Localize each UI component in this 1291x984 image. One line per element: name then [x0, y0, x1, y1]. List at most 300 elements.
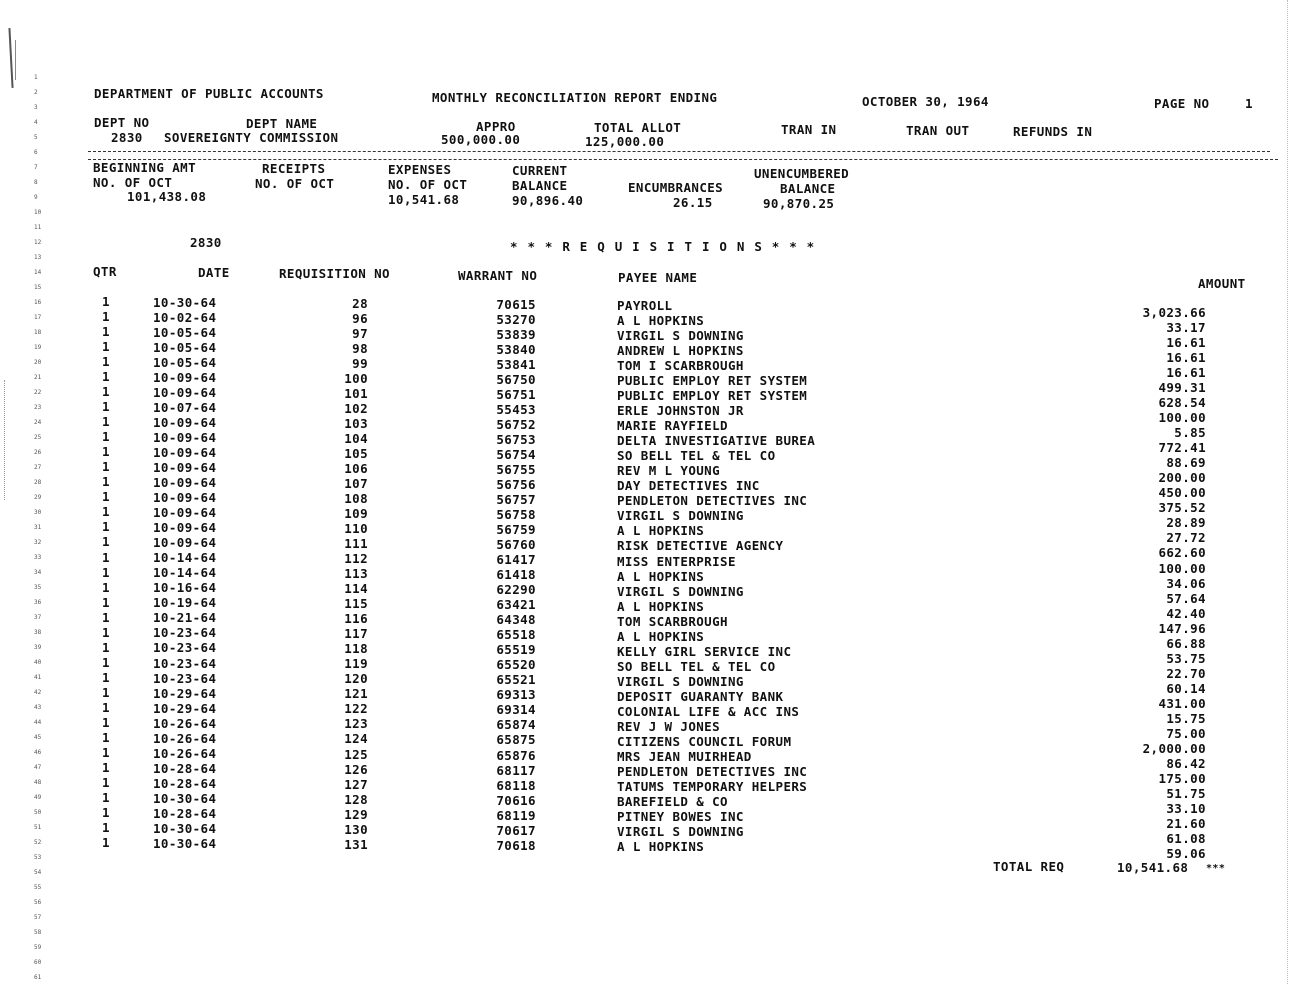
row-warrant-no: 61417 [496, 552, 536, 568]
margin-line-number: 31 [34, 524, 42, 531]
row-payee: DELTA INVESTIGATIVE BUREA [617, 433, 816, 449]
current-label: CURRENT [512, 163, 568, 178]
margin-line-number: 1 [34, 74, 38, 81]
row-payee: CITIZENS COUNCIL FORUM [617, 733, 792, 749]
margin-line-number: 43 [34, 704, 42, 711]
beginning-amt-value: 101,438.08 [127, 189, 207, 204]
dept-no-label: DEPT NO [94, 115, 150, 130]
margin-line-number: 13 [34, 254, 42, 261]
row-amount: 88.69 [1166, 455, 1206, 471]
row-warrant-no: 56750 [496, 371, 536, 387]
row-date: 10-09-64 [153, 475, 217, 491]
row-requisition-no: 129 [344, 806, 368, 822]
row-date: 10-09-64 [153, 520, 217, 536]
row-warrant-no: 53839 [496, 326, 536, 342]
margin-line-number: 36 [34, 599, 42, 606]
report-title: MONTHLY RECONCILIATION REPORT ENDING [432, 90, 718, 105]
margin-line-number: 37 [34, 614, 42, 621]
row-qtr: 1 [102, 414, 110, 430]
row-date: 10-09-64 [153, 490, 217, 506]
row-requisition-no: 121 [344, 686, 368, 702]
expenses-label: EXPENSES [388, 162, 452, 177]
row-requisition-no: 112 [344, 551, 368, 567]
row-amount: 59.06 [1166, 846, 1206, 862]
row-payee: RISK DETECTIVE AGENCY [617, 538, 784, 554]
scan-edge-mark [8, 28, 13, 88]
encumbrances-label: ENCUMBRANCES [628, 180, 724, 195]
row-payee: SO BELL TEL & TEL CO [617, 448, 776, 464]
tran-in-label: TRAN IN [781, 122, 837, 137]
row-warrant-no: 65520 [496, 657, 536, 673]
row-amount: 15.75 [1166, 710, 1206, 726]
row-amount: 53.75 [1166, 650, 1206, 666]
row-amount: 147.96 [1158, 620, 1206, 636]
row-date: 10-09-64 [153, 505, 217, 521]
row-amount: 100.00 [1158, 410, 1206, 426]
encumbrances-value: 26.15 [673, 195, 713, 210]
margin-line-number: 38 [34, 629, 42, 636]
margin-dots [4, 380, 6, 500]
margin-line-number: 5 [34, 134, 38, 141]
row-qtr: 1 [102, 805, 110, 821]
row-payee: MISS ENTERPRISE [617, 553, 736, 569]
row-qtr: 1 [102, 444, 110, 460]
margin-line-number: 30 [34, 509, 42, 516]
row-amount: 431.00 [1158, 695, 1206, 711]
margin-line-number: 16 [34, 299, 42, 306]
row-requisition-no: 130 [344, 821, 368, 837]
row-qtr: 1 [102, 474, 110, 490]
row-date: 10-23-64 [153, 670, 217, 686]
row-requisition-no: 100 [344, 370, 368, 386]
row-warrant-no: 56760 [496, 537, 536, 553]
page-label: PAGE NO [1154, 96, 1210, 111]
margin-line-number: 27 [34, 464, 42, 471]
row-warrant-no: 70615 [496, 296, 536, 312]
row-date: 10-09-64 [153, 384, 217, 400]
row-amount: 27.72 [1166, 530, 1206, 546]
margin-line-number: 56 [34, 899, 42, 906]
row-requisition-no: 107 [344, 475, 368, 491]
row-requisition-no: 99 [352, 355, 368, 371]
row-requisition-no: 126 [344, 761, 368, 777]
row-amount: 175.00 [1158, 770, 1206, 786]
row-qtr: 1 [102, 594, 110, 610]
row-amount: 662.60 [1158, 545, 1206, 561]
department-title: DEPARTMENT OF PUBLIC ACCOUNTS [94, 86, 324, 101]
receipts-label: RECEIPTS [262, 161, 326, 176]
row-qtr: 1 [102, 489, 110, 505]
margin-line-number: 9 [34, 194, 38, 201]
row-amount: 16.61 [1166, 335, 1206, 351]
row-requisition-no: 120 [344, 671, 368, 687]
row-qtr: 1 [102, 309, 110, 325]
unencumbered-value: 90,870.25 [763, 196, 835, 211]
row-qtr: 1 [102, 699, 110, 715]
margin-line-number: 25 [34, 434, 42, 441]
row-warrant-no: 70618 [496, 837, 536, 853]
row-payee: DAY DETECTIVES INC [617, 478, 760, 494]
margin-line-number: 24 [34, 419, 42, 426]
row-date: 10-05-64 [153, 354, 217, 370]
row-date: 10-09-64 [153, 460, 217, 476]
row-requisition-no: 103 [344, 415, 368, 431]
row-payee: TOM SCARBROUGH [617, 613, 728, 629]
row-warrant-no: 56751 [496, 386, 536, 402]
margin-line-number: 8 [34, 179, 38, 186]
unencumbered-sublabel: BALANCE [780, 181, 836, 196]
row-date: 10-16-64 [153, 580, 217, 596]
row-warrant-no: 64348 [496, 612, 536, 628]
row-amount: 33.17 [1166, 320, 1206, 336]
current-balance-value: 90,896.40 [512, 193, 584, 208]
margin-line-number: 44 [34, 719, 42, 726]
row-requisition-no: 98 [352, 340, 368, 356]
margin-line-number: 18 [34, 329, 42, 336]
row-qtr: 1 [102, 609, 110, 625]
row-date: 10-23-64 [153, 655, 217, 671]
page-number: 1 [1245, 96, 1253, 111]
row-requisition-no: 131 [344, 836, 368, 852]
row-warrant-no: 55453 [496, 401, 536, 417]
row-qtr: 1 [102, 835, 110, 851]
row-amount: 66.88 [1166, 635, 1206, 651]
row-requisition-no: 125 [344, 746, 368, 762]
row-payee: DEPOSIT GUARANTY BANK [617, 688, 784, 704]
row-date: 10-29-64 [153, 685, 217, 701]
row-requisition-no: 113 [344, 566, 368, 582]
row-payee: VIRGIL S DOWNING [617, 508, 744, 524]
margin-line-number: 28 [34, 479, 42, 486]
row-date: 10-30-64 [153, 820, 217, 836]
row-requisition-no: 108 [344, 490, 368, 506]
row-amount: 100.00 [1158, 560, 1206, 576]
col-amount: AMOUNT [1198, 276, 1246, 291]
row-payee: MRS JEAN MUIRHEAD [617, 748, 752, 764]
row-payee: ANDREW L HOPKINS [617, 343, 744, 359]
row-date: 10-14-64 [153, 565, 217, 581]
row-requisition-no: 109 [344, 506, 368, 522]
row-payee: A L HOPKINS [617, 523, 705, 539]
margin-line-number: 48 [34, 779, 42, 786]
margin-line-number: 53 [34, 854, 42, 861]
margin-line-number: 57 [34, 914, 42, 921]
margin-line-number: 12 [34, 239, 42, 246]
row-payee: A L HOPKINS [617, 568, 705, 584]
row-payee: TATUMS TEMPORARY HELPERS [617, 778, 808, 794]
row-amount: 75.00 [1166, 725, 1206, 741]
margin-line-number: 26 [34, 449, 42, 456]
row-payee: ERLE JOHNSTON JR [617, 403, 744, 419]
row-requisition-no: 111 [344, 536, 368, 552]
row-warrant-no: 69313 [496, 687, 536, 703]
row-date: 10-21-64 [153, 610, 217, 626]
row-warrant-no: 63421 [496, 597, 536, 613]
row-payee: PENDLETON DETECTIVES INC [617, 493, 808, 509]
margin-line-number: 3 [34, 104, 38, 111]
col-warrant-no: WARRANT NO [458, 268, 538, 283]
row-warrant-no: 62290 [496, 582, 536, 598]
margin-line-number: 47 [34, 764, 42, 771]
total-label: TOTAL REQ [993, 859, 1065, 874]
row-date: 10-19-64 [153, 595, 217, 611]
row-payee: PENDLETON DETECTIVES INC [617, 763, 808, 779]
row-qtr: 1 [102, 534, 110, 550]
row-payee: COLONIAL LIFE & ACC INS [617, 703, 800, 719]
row-date: 10-09-64 [153, 369, 217, 385]
row-warrant-no: 56753 [496, 431, 536, 447]
row-warrant-no: 70616 [496, 792, 536, 808]
current-sublabel: BALANCE [512, 178, 568, 193]
total-marker: *** [1206, 863, 1226, 874]
col-payee-name: PAYEE NAME [618, 270, 698, 285]
row-payee: BAREFIELD & CO [617, 793, 728, 809]
row-amount: 3,023.66 [1142, 305, 1206, 320]
dept-no-value: 2830 [111, 130, 143, 145]
row-qtr: 1 [102, 429, 110, 445]
row-requisition-no: 123 [344, 716, 368, 732]
tran-out-label: TRAN OUT [906, 123, 970, 138]
row-payee: PAYROLL [617, 298, 673, 313]
row-amount: 16.61 [1166, 365, 1206, 381]
margin-line-number: 21 [34, 374, 42, 381]
row-qtr: 1 [102, 564, 110, 580]
row-amount: 51.75 [1166, 785, 1206, 801]
row-warrant-no: 68117 [496, 762, 536, 778]
row-date: 10-09-64 [153, 445, 217, 461]
row-payee: MARIE RAYFIELD [617, 418, 728, 434]
row-payee: SO BELL TEL & TEL CO [617, 658, 776, 674]
row-amount: 28.89 [1166, 515, 1206, 531]
row-warrant-no: 53841 [496, 356, 536, 372]
row-qtr: 1 [102, 579, 110, 595]
row-payee: KELLY GIRL SERVICE INC [617, 643, 792, 659]
row-amount: 21.60 [1166, 816, 1206, 832]
row-qtr: 1 [102, 744, 110, 760]
row-qtr: 1 [102, 459, 110, 475]
row-warrant-no: 65876 [496, 747, 536, 763]
margin-line-number: 14 [34, 269, 42, 276]
row-amount: 16.61 [1166, 350, 1206, 366]
row-qtr: 1 [102, 549, 110, 565]
row-requisition-no: 118 [344, 641, 368, 657]
row-requisition-no: 97 [352, 325, 368, 341]
row-warrant-no: 61418 [496, 567, 536, 583]
row-amount: 57.64 [1166, 590, 1206, 606]
row-payee: VIRGIL S DOWNING [617, 824, 744, 840]
row-requisition-no: 115 [344, 596, 368, 612]
row-warrant-no: 65519 [496, 642, 536, 658]
row-requisition-no: 122 [344, 701, 368, 717]
col-date: DATE [198, 265, 230, 280]
row-qtr: 1 [102, 639, 110, 655]
row-payee: A L HOPKINS [617, 598, 705, 614]
row-amount: 60.14 [1166, 680, 1206, 696]
row-amount: 200.00 [1158, 470, 1206, 486]
row-requisition-no: 127 [344, 776, 368, 792]
row-date: 10-30-64 [153, 294, 217, 310]
row-payee: VIRGIL S DOWNING [617, 673, 744, 689]
row-qtr: 1 [102, 399, 110, 415]
row-warrant-no: 65874 [496, 717, 536, 733]
margin-line-number: 19 [34, 344, 42, 351]
row-payee: A L HOPKINS [617, 839, 705, 855]
row-date: 10-05-64 [153, 339, 217, 355]
row-amount: 86.42 [1166, 755, 1206, 771]
row-warrant-no: 65875 [496, 732, 536, 748]
margin-line-number: 2 [34, 89, 38, 96]
row-date: 10-05-64 [153, 324, 217, 340]
row-payee: A L HOPKINS [617, 313, 705, 329]
margin-line-number: 39 [34, 644, 42, 651]
row-qtr: 1 [102, 729, 110, 745]
row-date: 10-09-64 [153, 430, 217, 446]
row-qtr: 1 [102, 339, 110, 355]
row-qtr: 1 [102, 669, 110, 685]
row-amount: 5.85 [1174, 425, 1206, 441]
row-warrant-no: 56752 [496, 416, 536, 432]
total-allot-value: 125,000.00 [585, 134, 665, 149]
row-date: 10-28-64 [153, 775, 217, 791]
row-warrant-no: 65518 [496, 627, 536, 643]
row-qtr: 1 [102, 519, 110, 535]
scan-edge-mark-secondary [15, 40, 16, 80]
row-qtr: 1 [102, 294, 110, 309]
row-qtr: 1 [102, 774, 110, 790]
row-amount: 61.08 [1166, 831, 1206, 847]
row-date: 10-26-64 [153, 730, 217, 746]
dept-name-value: SOVEREIGNTY COMMISSION [164, 130, 339, 145]
row-date: 10-09-64 [153, 415, 217, 431]
beginning-sublabel: NO. OF OCT [93, 175, 173, 190]
margin-line-number: 61 [34, 974, 42, 981]
row-warrant-no: 56759 [496, 522, 536, 538]
row-qtr: 1 [102, 324, 110, 340]
row-warrant-no: 70617 [496, 822, 536, 838]
margin-line-number: 15 [34, 284, 42, 291]
row-qtr: 1 [102, 654, 110, 670]
margin-line-number: 58 [34, 929, 42, 936]
margin-line-number: 42 [34, 689, 42, 696]
row-date: 10-30-64 [153, 790, 217, 806]
margin-line-number: 51 [34, 824, 42, 831]
row-qtr: 1 [102, 504, 110, 520]
section-title: * * * R E Q U I S I T I O N S * * * [510, 239, 816, 254]
row-requisition-no: 28 [352, 295, 368, 311]
row-qtr: 1 [102, 789, 110, 805]
margin-line-number: 22 [34, 389, 42, 396]
row-amount: 450.00 [1158, 485, 1206, 501]
margin-line-number: 11 [34, 224, 42, 231]
row-warrant-no: 56755 [496, 461, 536, 477]
row-requisition-no: 106 [344, 460, 368, 476]
row-date: 10-29-64 [153, 700, 217, 716]
dept-name-label: DEPT NAME [246, 116, 318, 131]
margin-line-number: 17 [34, 314, 42, 321]
row-amount: 22.70 [1166, 665, 1206, 681]
row-qtr: 1 [102, 820, 110, 836]
row-warrant-no: 69314 [496, 702, 536, 718]
row-qtr: 1 [102, 714, 110, 730]
row-date: 10-09-64 [153, 535, 217, 551]
row-requisition-no: 102 [344, 400, 368, 416]
margin-line-number: 20 [34, 359, 42, 366]
margin-line-number: 55 [34, 884, 42, 891]
row-qtr: 1 [102, 354, 110, 370]
row-payee: VIRGIL S DOWNING [617, 583, 744, 599]
margin-line-number: 10 [34, 209, 42, 216]
row-qtr: 1 [102, 759, 110, 775]
margin-line-number: 23 [34, 404, 42, 411]
margin-line-number: 60 [34, 959, 42, 966]
margin-line-number: 59 [34, 944, 42, 951]
row-amount: 375.52 [1158, 500, 1206, 516]
row-requisition-no: 124 [344, 731, 368, 747]
row-qtr: 1 [102, 384, 110, 400]
row-date: 10-14-64 [153, 550, 217, 566]
row-date: 10-28-64 [153, 760, 217, 776]
row-date: 10-26-64 [153, 745, 217, 761]
margin-line-number: 50 [34, 809, 42, 816]
row-amount: 772.41 [1158, 440, 1206, 456]
col-requisition-no: REQUISITION NO [279, 266, 390, 281]
total-allot-label: TOTAL ALLOT [594, 120, 682, 135]
row-requisition-no: 117 [344, 626, 368, 642]
row-payee: PUBLIC EMPLOY RET SYSTEM [617, 373, 808, 389]
row-warrant-no: 68119 [496, 807, 536, 823]
row-requisition-no: 116 [344, 611, 368, 627]
right-edge-dots [1287, 0, 1289, 984]
margin-line-number: 34 [34, 569, 42, 576]
margin-line-number: 41 [34, 674, 42, 681]
divider-rule-2 [88, 159, 1278, 160]
row-payee: REV M L YOUNG [617, 463, 721, 479]
total-value: 10,541.68 [1117, 860, 1189, 875]
margin-line-number: 32 [34, 539, 42, 546]
row-warrant-no: 56758 [496, 507, 536, 523]
row-warrant-no: 53840 [496, 341, 536, 357]
row-amount: 33.10 [1166, 800, 1206, 816]
row-payee: A L HOPKINS [617, 628, 705, 644]
margin-line-number: 40 [34, 659, 42, 666]
margin-line-number: 52 [34, 839, 42, 846]
row-date: 10-28-64 [153, 805, 217, 821]
row-date: 10-26-64 [153, 715, 217, 731]
margin-line-number: 45 [34, 734, 42, 741]
row-payee: TOM I SCARBROUGH [617, 358, 744, 374]
row-qtr: 1 [102, 624, 110, 640]
beginning-label: BEGINNING AMT [93, 160, 197, 175]
row-requisition-no: 114 [344, 581, 368, 597]
row-payee: PITNEY BOWES INC [617, 809, 744, 825]
margin-line-number: 29 [34, 494, 42, 501]
row-warrant-no: 65521 [496, 672, 536, 688]
divider-rule-1 [88, 151, 1270, 152]
row-warrant-no: 56756 [496, 476, 536, 492]
row-warrant-no: 56754 [496, 446, 536, 462]
margin-line-number: 4 [34, 119, 38, 126]
row-warrant-no: 53270 [496, 311, 536, 327]
row-requisition-no: 119 [344, 656, 368, 672]
receipts-sublabel: NO. OF OCT [255, 176, 335, 191]
appro-value: 500,000.00 [441, 132, 521, 147]
row-amount: 34.06 [1166, 575, 1206, 591]
row-requisition-no: 96 [352, 310, 368, 326]
expenses-value: 10,541.68 [388, 192, 460, 207]
margin-line-number: 49 [34, 794, 42, 801]
row-payee: VIRGIL S DOWNING [617, 328, 744, 344]
row-date: 10-23-64 [153, 640, 217, 656]
